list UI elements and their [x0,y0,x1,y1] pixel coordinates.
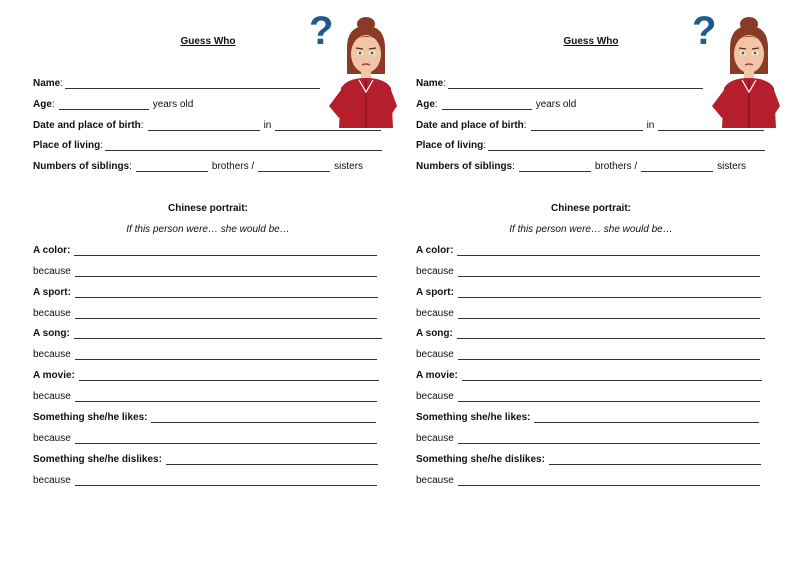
because-row [33,388,381,402]
item-label: A sport: [416,287,454,298]
because-field[interactable] [75,475,377,486]
sisters-text: sisters [334,161,364,172]
item-field[interactable] [549,454,761,465]
name-row: Name : [416,75,707,89]
because-label: because [33,266,71,277]
birth-date-field[interactable] [148,120,260,131]
because-row [33,263,381,277]
birth-in: in [646,120,655,131]
item-label: A movie: [416,370,458,381]
because-field[interactable] [458,266,760,277]
worksheet-title: Guess Who [563,36,619,47]
because-label: because [416,391,454,402]
item-row [416,409,763,423]
because-field[interactable] [458,349,760,360]
because-field[interactable] [75,349,377,360]
birth-in: in [263,120,272,131]
birth-label: Date and place of birth [33,120,141,131]
brothers-text: brothers / [594,161,638,172]
because-row [416,430,764,444]
because-field[interactable] [458,433,760,444]
siblings-label: Numbers of siblings [416,161,513,172]
because-label: because [33,308,71,319]
living-row: Place of living : [416,137,769,151]
age-suffix: years old [535,99,577,110]
item-label: A color: [416,245,454,256]
because-label: because [416,475,454,486]
item-label: A movie: [33,370,75,381]
because-row [33,305,381,319]
item-row [33,451,382,465]
item-field[interactable] [534,412,759,423]
item-label: A song: [416,328,453,339]
item-label: Something she/he likes: [33,412,148,423]
because-row [416,472,764,486]
because-row [416,346,764,360]
age-row: Age : years old [416,99,577,110]
living-row: Place of living : [33,137,386,151]
sisters-text: sisters [717,161,747,172]
because-row [416,305,764,319]
name-field[interactable] [65,78,320,89]
because-label: because [416,433,454,444]
because-field[interactable] [75,391,377,402]
birth-place-field[interactable] [658,120,764,131]
thinking-woman-avatar-icon [686,8,781,128]
portrait-title: Chinese portrait: [167,203,248,214]
portrait-subtitle: If this person were… she would be… [509,224,673,235]
item-field[interactable] [79,370,379,381]
because-field[interactable] [75,433,377,444]
living-label: Place of living [33,140,101,151]
question-mark-icon: ? [309,9,334,53]
because-field[interactable] [458,475,760,486]
because-row [33,346,381,360]
item-row [33,367,383,381]
brothers-text: brothers / [211,161,255,172]
thinking-woman-avatar-icon [303,8,398,128]
item-row [416,367,766,381]
living-field[interactable] [488,140,765,151]
because-field[interactable] [75,308,377,319]
because-label: because [416,349,454,360]
because-row [416,388,764,402]
brothers-field[interactable] [519,161,591,172]
item-field[interactable] [462,370,762,381]
age-suffix: years old [152,99,194,110]
because-row [416,263,764,277]
item-row [33,325,386,339]
birth-date-field[interactable] [531,120,643,131]
age-label: Age [33,99,52,110]
because-field[interactable] [458,391,760,402]
question-mark-icon: ? [692,9,717,53]
item-field[interactable] [151,412,376,423]
birth-label: Date and place of birth [416,120,524,131]
item-field[interactable] [74,328,382,339]
siblings-row: Numbers of siblings : brothers / sisters [416,161,747,172]
item-label: A song: [33,328,70,339]
name-label: Name [416,78,444,89]
item-field[interactable] [457,245,760,256]
item-field[interactable] [457,328,765,339]
name-field[interactable] [448,78,703,89]
portrait-title: Chinese portrait: [550,203,631,214]
worksheet-right [416,0,776,566]
because-field[interactable] [458,308,760,319]
name-row: Name : [33,75,324,89]
item-field[interactable] [74,245,377,256]
because-row [33,430,381,444]
item-row [416,325,769,339]
because-field[interactable] [75,266,377,277]
item-field[interactable] [75,287,378,298]
because-label: because [416,266,454,277]
siblings-row: Numbers of siblings : brothers / sisters [33,161,364,172]
age-row: Age : years old [33,99,194,110]
because-label: because [33,475,71,486]
worksheet-title: Guess Who [180,36,236,47]
portrait-subtitle: If this person were… she would be… [126,224,290,235]
sisters-field[interactable] [258,161,330,172]
birth-place-field[interactable] [275,120,381,131]
item-row [33,242,381,256]
birth-row: Date and place of birth : in [416,117,768,131]
brothers-field[interactable] [136,161,208,172]
living-label: Place of living [416,140,484,151]
birth-row: Date and place of birth : in [33,117,385,131]
item-label: Something she/he dislikes: [33,454,162,465]
siblings-label: Numbers of siblings [33,161,130,172]
age-field[interactable] [442,99,532,110]
item-row [33,409,380,423]
item-field[interactable] [458,287,761,298]
because-label: because [33,349,71,360]
living-field[interactable] [105,140,382,151]
name-label: Name [33,78,61,89]
item-label: A sport: [33,287,71,298]
age-label: Age [416,99,435,110]
item-row [416,242,764,256]
item-label: Something she/he dislikes: [416,454,545,465]
item-row [416,451,765,465]
item-row [416,284,765,298]
because-label: because [33,391,71,402]
sisters-field[interactable] [641,161,713,172]
item-label: Something she/he likes: [416,412,531,423]
item-row [33,284,382,298]
because-label: because [416,308,454,319]
age-field[interactable] [59,99,149,110]
because-row [33,472,381,486]
worksheet-left [33,0,393,566]
item-label: A color: [33,245,71,256]
item-field[interactable] [166,454,378,465]
because-label: because [33,433,71,444]
